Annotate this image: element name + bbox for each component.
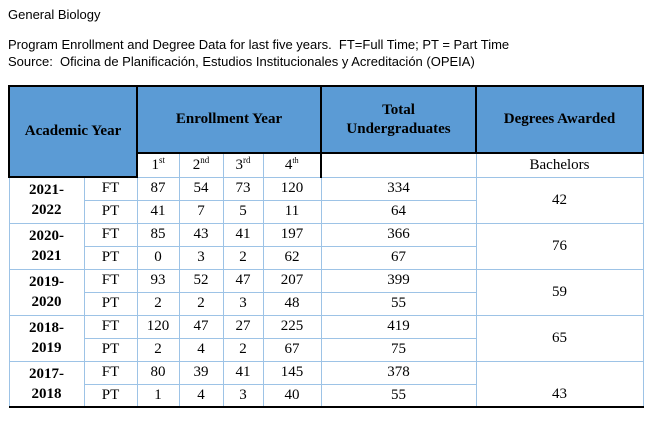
table-row-ft: [9, 269, 643, 292]
ordinal-base: 1: [151, 156, 159, 173]
enroll-y4-cell: 62: [263, 246, 321, 269]
total-cell: 334: [321, 177, 476, 200]
year-1-subheader: [137, 153, 179, 177]
enroll-y2-cell: 2: [179, 292, 223, 315]
enroll-y3-cell: 47: [223, 269, 263, 292]
enroll-y4-cell: 67: [263, 338, 321, 361]
enrollment-year-header: Enrollment Year: [137, 86, 321, 153]
enroll-y3-cell: 41: [223, 223, 263, 246]
table-row-ft: [9, 361, 643, 384]
enroll-y4-cell: 197: [263, 223, 321, 246]
total-cell: 55: [321, 384, 476, 407]
year-line1: 2019-: [29, 274, 64, 290]
enroll-y3-cell: 2: [223, 246, 263, 269]
enroll-y2-cell: 52: [179, 269, 223, 292]
year-line1: 2020-: [29, 228, 64, 244]
year-cell: [9, 361, 84, 407]
total-subheader-empty: [321, 153, 476, 177]
ordinal-base: 4: [284, 156, 293, 173]
year-line1: 2021-: [29, 182, 64, 199]
year-line2: 2019: [31, 340, 62, 356]
enroll-y2-cell: 4: [179, 338, 223, 361]
enroll-y1-cell: 85: [137, 223, 179, 246]
ft-pt-cell: FT: [84, 269, 137, 292]
ordinal-suffix: th: [292, 155, 299, 165]
enroll-y3-cell: 27: [223, 315, 263, 338]
total-cell: 399: [321, 269, 476, 292]
year-cell: [9, 269, 84, 315]
academic-year-header: Academic Year: [9, 86, 137, 177]
ft-pt-cell: FT: [84, 315, 137, 338]
year-cell: [9, 223, 84, 269]
year-cell: [9, 315, 84, 361]
degrees-cell: 65: [476, 315, 643, 361]
year-line2: 2018: [31, 385, 62, 402]
enroll-y4-cell: 120: [263, 177, 321, 200]
ft-pt-cell: PT: [84, 200, 137, 223]
ft-pt-cell: PT: [84, 292, 137, 315]
year-line1: 2017-: [29, 365, 64, 382]
enroll-y1-cell: 93: [137, 269, 179, 292]
enroll-y3-cell: 2: [223, 338, 263, 361]
year-4-subheader: [263, 153, 321, 177]
year-2-subheader: [179, 153, 223, 177]
ft-pt-cell: FT: [84, 177, 137, 200]
enroll-y2-cell: 39: [179, 361, 223, 384]
enroll-y2-cell: 47: [179, 315, 223, 338]
enroll-y1-cell: 120: [137, 315, 179, 338]
total-cell: 67: [321, 246, 476, 269]
enroll-y4-cell: 48: [263, 292, 321, 315]
enroll-y4-cell: 145: [263, 361, 321, 384]
total-cell: 64: [321, 200, 476, 223]
enroll-y1-cell: 2: [137, 338, 179, 361]
year-line2: 2020: [31, 294, 62, 310]
table-row-ft: [9, 223, 643, 246]
ft-pt-cell: FT: [84, 223, 137, 246]
year-cell: [9, 177, 84, 223]
enroll-y4-cell: 207: [263, 269, 321, 292]
enroll-y3-cell: 73: [223, 177, 263, 200]
enroll-y1-cell: 1: [137, 384, 179, 407]
total-cell: 75: [321, 338, 476, 361]
enroll-y1-cell: 2: [137, 292, 179, 315]
year-3-subheader: [223, 153, 263, 177]
year-line2: 2021: [31, 248, 62, 264]
year-line1: 2018-: [29, 320, 64, 336]
document-title: General Biology: [8, 7, 101, 22]
enroll-y1-cell: 80: [137, 361, 179, 384]
enroll-y2-cell: 54: [179, 177, 223, 200]
total-undergraduates-label: Total Undergraduates: [346, 101, 451, 137]
enroll-y4-cell: 40: [263, 384, 321, 407]
degrees-awarded-header: Degrees Awarded: [476, 86, 643, 153]
enroll-y1-cell: 0: [137, 246, 179, 269]
ft-pt-cell: PT: [84, 246, 137, 269]
ft-pt-cell: PT: [84, 384, 137, 407]
enroll-y1-cell: 41: [137, 200, 179, 223]
year-line2: 2022: [31, 202, 62, 219]
total-undergraduates-header: [321, 86, 476, 153]
enroll-y4-cell: 11: [263, 200, 321, 223]
total-cell: 366: [321, 223, 476, 246]
enrollment-table: [8, 85, 644, 408]
total-cell: 419: [321, 315, 476, 338]
bachelors-subheader: Bachelors: [476, 153, 643, 177]
degrees-cell: 43: [476, 361, 643, 407]
ordinal-base: 2: [192, 156, 201, 173]
enroll-y2-cell: 3: [179, 246, 223, 269]
table-row-ft: [9, 177, 643, 200]
table-row-ft: [9, 315, 643, 338]
degrees-cell: 76: [476, 223, 643, 269]
ordinal-suffix: rd: [243, 154, 251, 165]
enroll-y3-cell: 3: [223, 384, 263, 407]
enroll-y2-cell: 43: [179, 223, 223, 246]
enroll-y4-cell: 225: [263, 315, 321, 338]
table-header-row: [9, 86, 643, 153]
ordinal-suffix: st: [158, 154, 165, 165]
enroll-y3-cell: 41: [223, 361, 263, 384]
enroll-y1-cell: 87: [137, 177, 179, 200]
ordinal-suffix: nd: [200, 154, 210, 165]
ft-pt-cell: FT: [84, 361, 137, 384]
enroll-y3-cell: 3: [223, 292, 263, 315]
ordinal-base: 3: [235, 156, 243, 173]
enroll-y2-cell: 7: [179, 200, 223, 223]
document-source: Source: Oficina de Planificación, Estudios Institucionales y Acreditación (OPEIA): [8, 54, 475, 69]
total-cell: 378: [321, 361, 476, 384]
degrees-cell: 42: [476, 177, 643, 223]
degrees-cell: 59: [476, 269, 643, 315]
total-cell: 55: [321, 292, 476, 315]
ft-pt-cell: PT: [84, 338, 137, 361]
enroll-y2-cell: 4: [179, 384, 223, 407]
document-description: Program Enrollment and Degree Data for last five years. FT=Full Time; PT = Part Time: [8, 37, 510, 52]
enroll-y3-cell: 5: [223, 200, 263, 223]
